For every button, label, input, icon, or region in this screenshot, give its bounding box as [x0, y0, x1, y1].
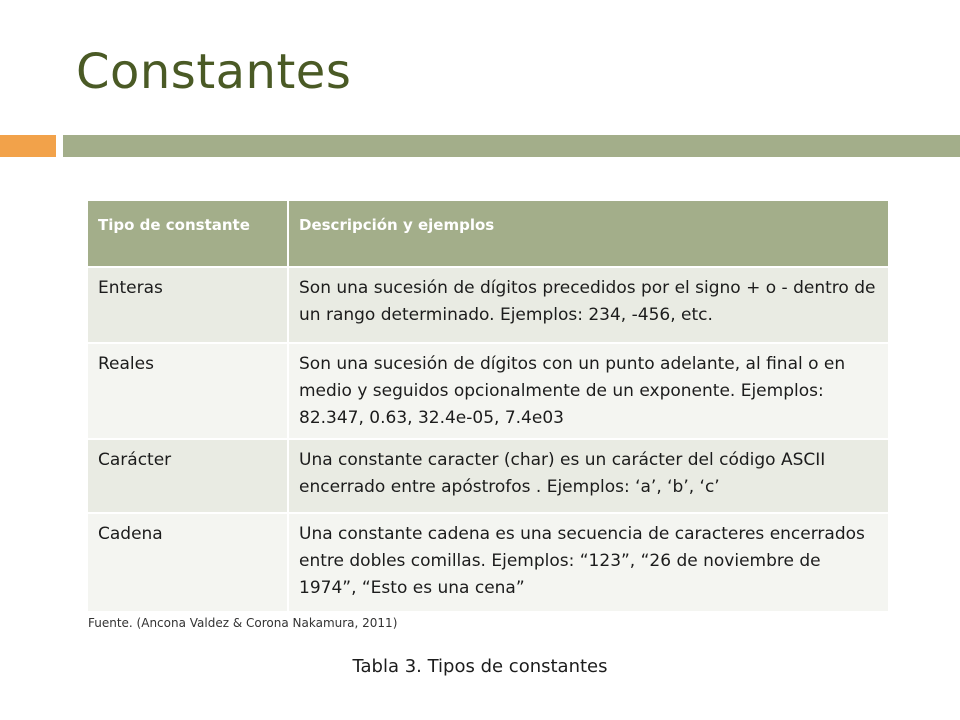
- table-header-row: [88, 201, 888, 267]
- accent-bar-green: [63, 135, 960, 157]
- table-row: [88, 267, 888, 343]
- table-row: [88, 513, 888, 611]
- cell-description: Una constante cadena es una secuencia de caracteres encerrados entre dobles comillas. Ejemplos: “123”, “26 de noviembre de 1974”, “Esto es una cena”: [288, 513, 888, 611]
- cell-description: Son una sucesión de dígitos con un punto adelante, al final o en medio y seguidos opcionalmente de un exponente. Ejemplos: 82.347, 0.63, 32.4e-05, 7.4e03: [288, 343, 888, 439]
- table-caption: Tabla 3. Tipos de constantes: [352, 656, 608, 677]
- cell-description: Son una sucesión de dígitos precedidos por el signo + o - dentro de un rango determinado. Ejemplos: 234, -456, etc.: [288, 267, 888, 343]
- header-tipo: Tipo de constante: [88, 201, 288, 267]
- cell-type: Carácter: [88, 439, 288, 513]
- cell-type: Cadena: [88, 513, 288, 611]
- table-row: [88, 343, 888, 439]
- cell-description: Una constante caracter (char) es un carácter del código ASCII encerrado entre apóstrofos . Ejemplos: ‘a’, ‘b’, ‘c’: [288, 439, 888, 513]
- accent-bar-orange: [0, 135, 56, 157]
- cell-type: Enteras: [88, 267, 288, 343]
- table-row: [88, 439, 888, 513]
- header-descripcion: Descripción y ejemplos: [288, 201, 888, 267]
- slide-title: Constantes: [76, 44, 352, 100]
- cell-type: Reales: [88, 343, 288, 439]
- constants-table: [88, 201, 888, 611]
- source-note: Fuente. (Ancona Valdez & Corona Nakamura, 2011): [88, 616, 398, 630]
